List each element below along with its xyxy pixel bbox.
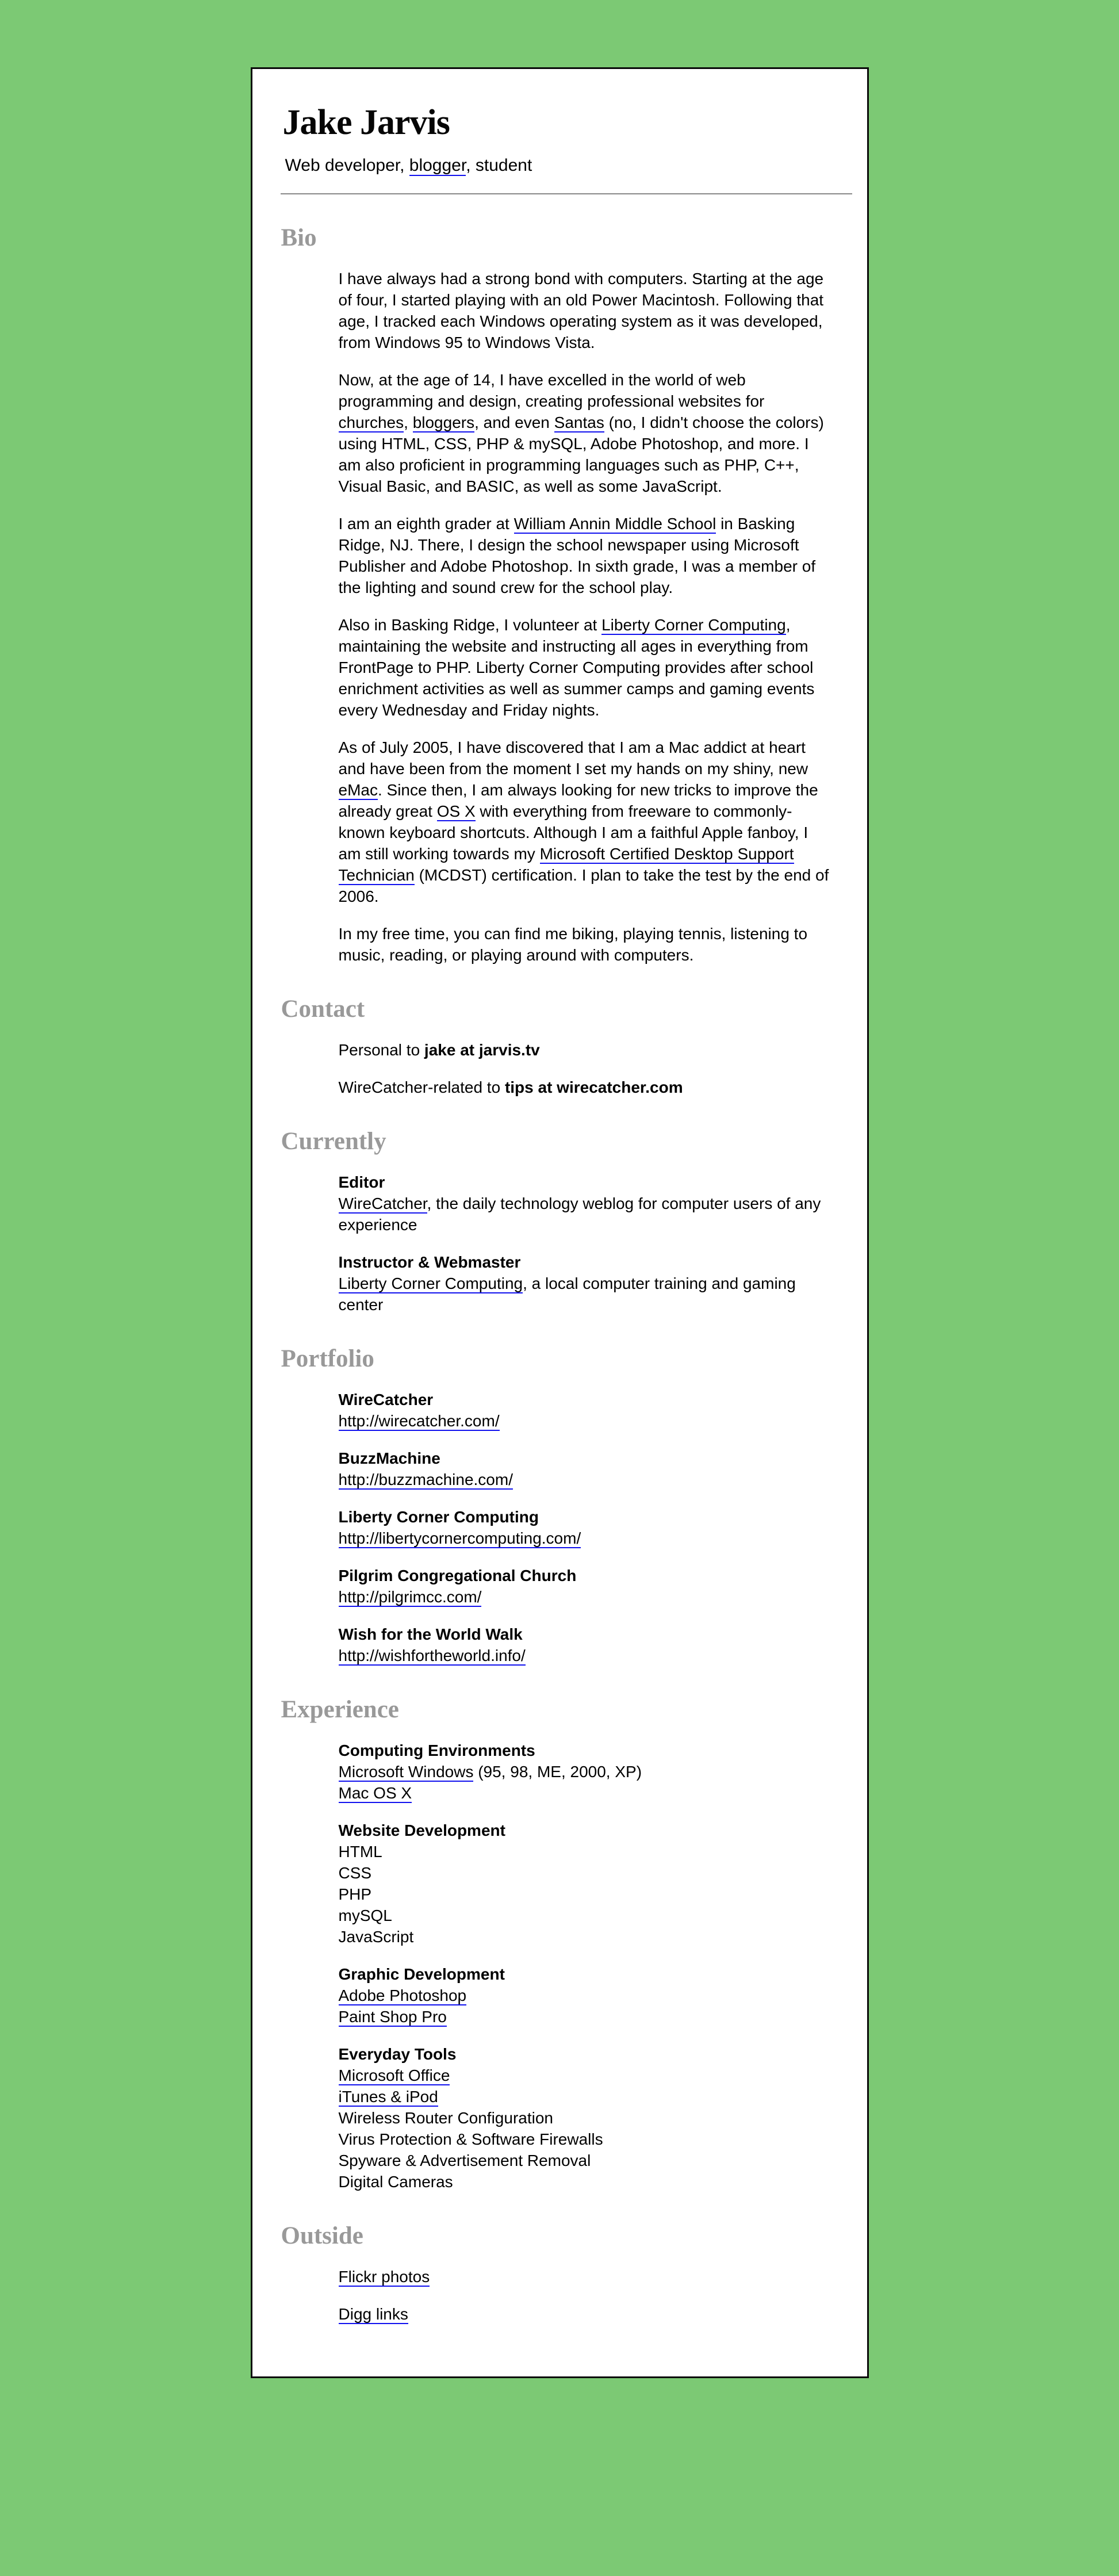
group-title bbox=[339, 1740, 830, 1761]
portfolio-item-name: WireCatcher bbox=[338, 1391, 434, 1408]
experience-line: HTML bbox=[338, 1843, 382, 1861]
experience-group-graphic-development bbox=[339, 1963, 830, 2027]
currently-job-editor bbox=[339, 1172, 830, 1235]
liberty-corner-computing-link[interactable]: Liberty Corner Computing bbox=[338, 1274, 523, 1292]
portfolio-item bbox=[339, 1624, 830, 1666]
text-segment: Personal to bbox=[338, 1041, 424, 1059]
page-title: Jake Jarvis bbox=[282, 103, 450, 142]
experience-line: Spyware & Advertisement Removal bbox=[338, 2152, 591, 2169]
contact-line-personal bbox=[339, 1039, 830, 1061]
bio-paragraph-2 bbox=[339, 369, 830, 497]
portfolio-item bbox=[339, 1565, 830, 1607]
digg-links-link[interactable]: Digg links bbox=[338, 2305, 408, 2323]
text-segment: with everything from freeware to commonly-known keyboard shortcuts. Although I am a faithful Apple fanboy, I am still working towards my bbox=[338, 802, 808, 863]
outside-item bbox=[339, 2266, 830, 2287]
job-description: , a local computer training and gaming center bbox=[338, 1274, 796, 1314]
experience-line bbox=[339, 1782, 830, 1804]
section-heading-contact: Contact bbox=[281, 996, 365, 1023]
experience-line bbox=[339, 2065, 830, 2086]
header bbox=[252, 69, 867, 177]
portfolio-section bbox=[339, 1389, 830, 1666]
churches-link[interactable]: churches bbox=[338, 414, 404, 431]
bio-paragraph-4 bbox=[339, 614, 830, 721]
group-title-text: Website Development bbox=[338, 1821, 505, 1839]
currently-section bbox=[339, 1172, 830, 1315]
portfolio-item-name: Pilgrim Congregational Church bbox=[338, 1567, 577, 1584]
text-segment: in Basking Ridge, NJ. There, I design the school newspaper using Microsoft Publisher and Adobe Photoshop. In sixth grade, I was a member of the lighting and sound crew for the school play. bbox=[338, 515, 816, 596]
section-heading-currently: Currently bbox=[281, 1128, 386, 1155]
job-title: Editor bbox=[338, 1173, 385, 1191]
portfolio-item-name: BuzzMachine bbox=[338, 1449, 440, 1467]
bio-paragraph-1: I have always had a strong bond with computers. Starting at the age of four, I started playing with an old Power Macintosh. Following that age, I tracked each Windows operating system as it was developed, from Windows 95 to Windows Vista. bbox=[338, 270, 824, 351]
bio-paragraph-5 bbox=[339, 737, 830, 907]
adobe-photoshop-link[interactable]: Adobe Photoshop bbox=[338, 1986, 467, 2004]
text-segment: (no, I didn't choose the colors) using HTML, CSS, PHP & mySQL, Adobe Photoshop, and more. I am also proficient in programming languages such as PHP, C++, Visual Basic, and BASIC, as well as some JavaScript. bbox=[338, 414, 824, 495]
experience-line bbox=[339, 2086, 830, 2107]
mac-os-x-link[interactable]: Mac OS X bbox=[338, 1784, 412, 1802]
text-segment: , maintaining the website and instructing all ages in everything from FrontPage to PHP. Liberty Corner Computing provides after school enrichment activities as well as summer camps and gaming events every Wednesday and Friday nights. bbox=[338, 616, 815, 719]
santas-link[interactable]: Santas bbox=[554, 414, 604, 431]
experience-line: PHP bbox=[338, 1885, 372, 1903]
section-heading-portfolio: Portfolio bbox=[281, 1345, 374, 1372]
pilgrimcc-url-link[interactable]: http://pilgrimcc.com/ bbox=[338, 1588, 482, 1606]
text-segment: As of July 2005, I have discovered that I am a Mac addict at heart and have been from the moment I set my hands on my shiny, new bbox=[338, 738, 808, 778]
mcdst-link[interactable]: Microsoft Certified Desktop Support Technician bbox=[338, 845, 794, 884]
experience-line: mySQL bbox=[338, 1907, 392, 1924]
outside-section bbox=[339, 2266, 830, 2325]
section-heading-experience: Experience bbox=[281, 1696, 399, 1723]
experience-group-computing-environments bbox=[339, 1740, 830, 1804]
header-divider bbox=[281, 193, 852, 194]
job-title: Instructor & Webmaster bbox=[338, 1253, 521, 1271]
text-segment: . Since then, I am always looking for new tricks to improve the already great bbox=[338, 781, 818, 820]
wirecatcher-url-link[interactable]: http://wirecatcher.com/ bbox=[338, 1412, 500, 1430]
text-segment: , and even bbox=[474, 414, 554, 431]
experience-line: Digital Cameras bbox=[338, 2173, 453, 2191]
experience-line: JavaScript bbox=[338, 1928, 414, 1946]
page bbox=[0, 67, 1119, 2378]
itunes-ipod-link[interactable]: iTunes & iPod bbox=[338, 2088, 438, 2106]
experience-line: Wireless Router Configuration bbox=[338, 2109, 553, 2127]
contact-section bbox=[339, 1039, 830, 1098]
experience-line bbox=[339, 1985, 830, 2006]
group-title-text: Graphic Development bbox=[338, 1965, 505, 1983]
section-heading-bio: Bio bbox=[281, 224, 317, 251]
portfolio-item-name: Wish for the World Walk bbox=[338, 1625, 523, 1643]
text-segment: Also in Basking Ridge, I volunteer at bbox=[338, 616, 602, 634]
group-title-text: Computing Environments bbox=[338, 1741, 535, 1759]
tips-email: tips at wirecatcher.com bbox=[504, 1078, 683, 1096]
currently-job-instructor bbox=[339, 1251, 830, 1315]
portfolio-item bbox=[339, 1448, 830, 1490]
outside-item bbox=[339, 2303, 830, 2325]
portfolio-item-name: Liberty Corner Computing bbox=[338, 1508, 539, 1526]
paint-shop-pro-link[interactable]: Paint Shop Pro bbox=[338, 2008, 447, 2026]
text-segment: WireCatcher-related to bbox=[338, 1078, 505, 1096]
text-segment: , bbox=[404, 414, 413, 431]
section-heading-outside: Outside bbox=[281, 2222, 363, 2249]
text-segment: I am an eighth grader at bbox=[338, 515, 514, 533]
tagline-suffix: , student bbox=[466, 156, 532, 175]
experience-section bbox=[339, 1740, 830, 2192]
buzzmachine-url-link[interactable]: http://buzzmachine.com/ bbox=[338, 1471, 513, 1488]
wirecatcher-link[interactable]: WireCatcher bbox=[338, 1195, 427, 1212]
bio-paragraph-6: In my free time, you can find me biking, playing tennis, listening to music, reading, or playing around with computers. bbox=[338, 925, 808, 964]
text-segment: (95, 98, ME, 2000, XP) bbox=[473, 1763, 642, 1781]
text-segment: Now, at the age of 14, I have excelled in the world of web programming and design, creating professional websites for bbox=[338, 371, 765, 410]
experience-line bbox=[339, 1761, 830, 1782]
portfolio-item bbox=[339, 1389, 830, 1431]
bio-section bbox=[339, 268, 830, 966]
wishfortheworld-url-link[interactable]: http://wishfortheworld.info/ bbox=[338, 1647, 526, 1664]
microsoft-windows-link[interactable]: Microsoft Windows bbox=[338, 1763, 474, 1781]
microsoft-office-link[interactable]: Microsoft Office bbox=[338, 2066, 450, 2084]
group-title-text: Everyday Tools bbox=[338, 2045, 457, 2063]
portfolio-item bbox=[339, 1506, 830, 1549]
experience-line: CSS bbox=[338, 1864, 372, 1882]
experience-group-everyday-tools bbox=[339, 2043, 830, 2192]
experience-line bbox=[339, 2006, 830, 2027]
experience-line: Virus Protection & Software Firewalls bbox=[338, 2130, 603, 2148]
group-title bbox=[339, 2043, 830, 2065]
bloggers-link[interactable]: bloggers bbox=[412, 414, 475, 431]
osx-link[interactable]: OS X bbox=[436, 802, 476, 820]
personal-email: jake at jarvis.tv bbox=[424, 1041, 540, 1059]
bio-paragraph-3 bbox=[339, 513, 830, 598]
group-title bbox=[339, 1963, 830, 1985]
emac-link[interactable]: eMac bbox=[338, 781, 378, 799]
tagline bbox=[285, 155, 850, 177]
william-annin-link[interactable]: William Annin Middle School bbox=[513, 515, 716, 533]
group-title bbox=[339, 1820, 830, 1841]
job-description: , the daily technology weblog for computer users of any experience bbox=[338, 1195, 821, 1234]
flickr-photos-link[interactable]: Flickr photos bbox=[338, 2268, 430, 2286]
resume-card bbox=[251, 67, 869, 2378]
libertycornercomputing-url-link[interactable]: http://libertycornercomputing.com/ bbox=[338, 1529, 581, 1547]
contact-line-wirecatcher bbox=[339, 1077, 830, 1098]
experience-group-website-development bbox=[339, 1820, 830, 1947]
tagline-prefix: Web developer, bbox=[285, 156, 409, 175]
liberty-corner-computing-link[interactable]: Liberty Corner Computing bbox=[601, 616, 786, 634]
blogger-link[interactable]: blogger bbox=[409, 156, 466, 175]
text-segment: (MCDST) certification. I plan to take the test by the end of 2006. bbox=[338, 866, 829, 905]
